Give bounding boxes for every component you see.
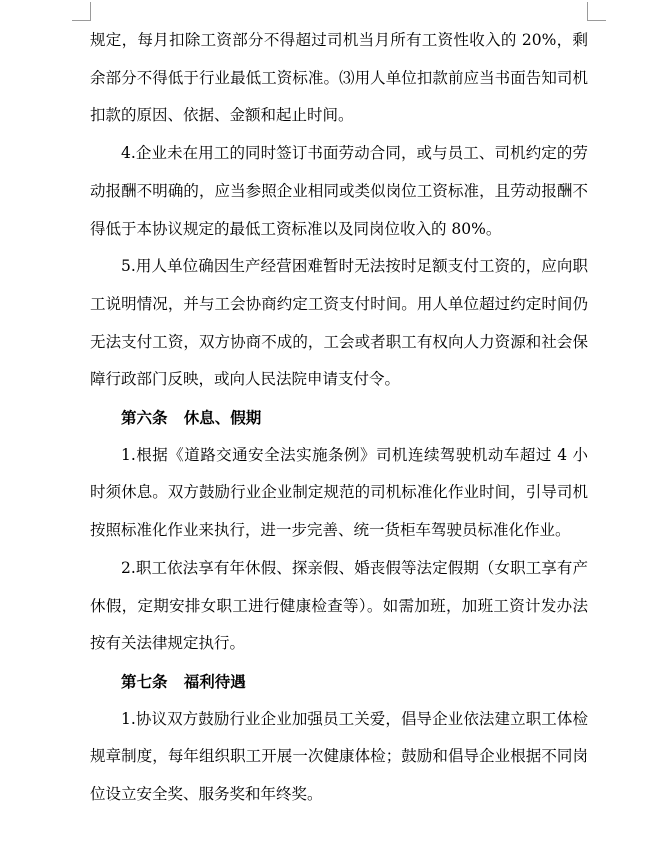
paragraph-item-4: 4.企业未在用工的同时签订书面劳动合同，或与员工、司机约定的劳动报酬不明确的，应当参照企业相同或类似岗位工资标准，且劳动报酬不得低于本协议规定的最低工资标准以及同岗位收入的 80%。 bbox=[90, 144, 588, 238]
article-7-heading: 第七条 福利待遇 bbox=[121, 671, 246, 691]
paragraph-item-5: 5.用人单位确因生产经营困难暂时无法按时足额支付工资的，应向职工说明情况，并与工会协商约定工资支付时间。用人单位超过约定时间仍无法支付工资，双方协商不成的，工会或者职工有权向人力资源和社会保障行政部门反映，或向人民法院申请支付令。 bbox=[90, 257, 588, 389]
document-body bbox=[90, 22, 588, 814]
paragraph-article-6-item-2: 2.职工依法享有年休假、探亲假、婚丧假等法定假期（女职工享有产休假，定期安排女职工进行健康检查等）。如需加班，加班工资计发办法按有关法律规定执行。 bbox=[90, 558, 588, 653]
top-right-margin-mark bbox=[587, 2, 606, 21]
paragraph-article-6-item-1: 1.根据《道路交通安全法实施条例》司机连续驾驶机动车超过 4 小时须休息。双方鼓励行业企业制定规范的司机标准化作业时间，引导司机按照标准化作业来执行，进一步完善、统一货柜车驾驶员标准化作业。 bbox=[90, 445, 588, 540]
paragraph-wage-deduction-continued: 规定，每月扣除工资部分不得超过司机当月所有工资性收入的 20%，剩余部分不得低于行业最低工资标准。⑶用人单位扣款前应当书面告知司机扣款的原因、依据、金额和起止时间。 bbox=[90, 31, 588, 125]
top-left-margin-mark bbox=[72, 2, 91, 21]
paragraph-article-7-item-1: 1.协议双方鼓励行业企业加强员工关爱，倡导企业依法建立职工体检规章制度，每年组织职工开展一次健康体检；鼓励和倡导企业根据不同岗位设立安全奖、服务奖和年终奖。 bbox=[90, 709, 588, 804]
article-6-heading: 第六条 休息、假期 bbox=[121, 408, 262, 428]
